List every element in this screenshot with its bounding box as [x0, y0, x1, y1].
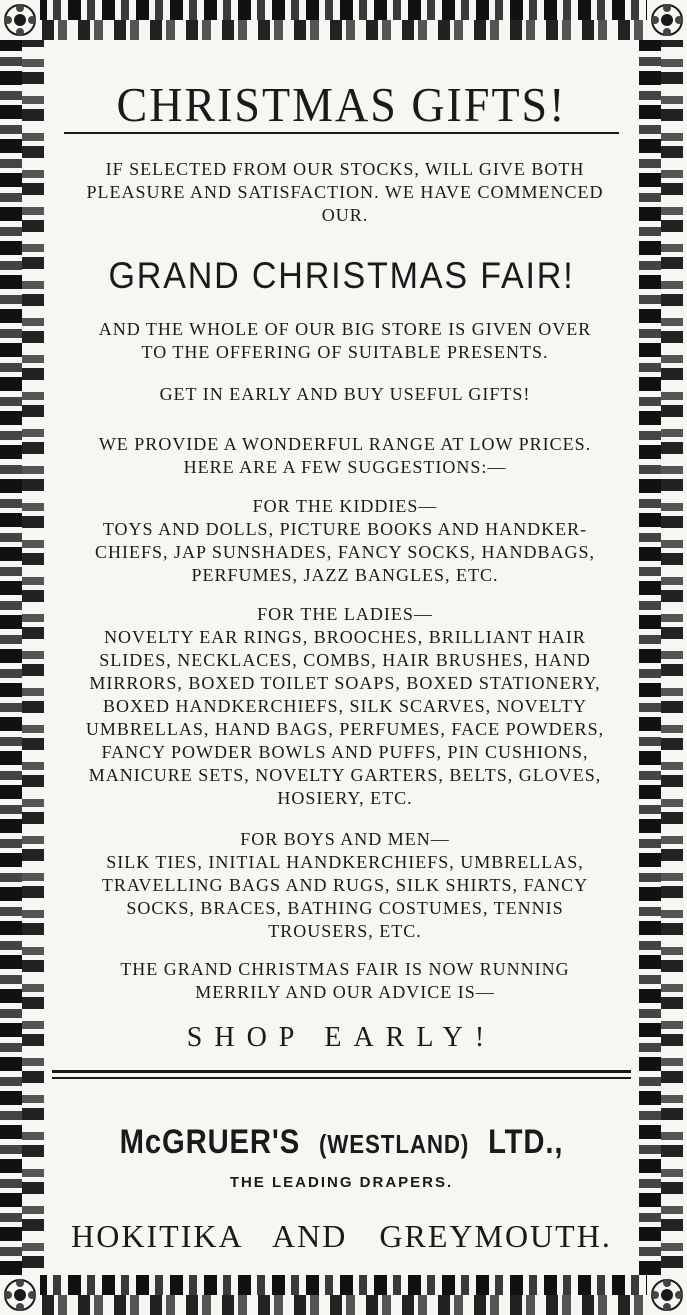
footer-rule-top — [52, 1070, 631, 1073]
range-line: WE PROVIDE A WONDERFUL RANGE AT LOW PRICES. — [98, 434, 592, 454]
tagline: THE LEADING DRAPERS. — [229, 1174, 454, 1191]
store-line: TO THE OFFERING OF SUITABLE PRESENTS. — [141, 342, 549, 362]
ladies-line: MIRRORS, BOXED TOILET SOAPS, BOXED STATIONERY, — [89, 673, 601, 693]
men-line: SOCKS, BRACES, BATHING COSTUMES, TENNIS — [126, 898, 564, 918]
shop-early: SHOP EARLY! — [186, 1022, 497, 1053]
company-region: (WESTLAND) — [318, 1129, 470, 1159]
ladies-line: MANICURE SETS, NOVELTY GARTERS, BELTS, GLOVES, — [88, 765, 602, 785]
ornament-rosette-icon — [0, 1275, 40, 1315]
intro-line: OUR. — [321, 205, 369, 225]
ladies-line: FANCY POWDER BOWLS AND PUFFS, PIN CUSHIONS, — [101, 742, 589, 762]
running-line: MERRILY AND OUR ADVICE IS— — [195, 982, 495, 1002]
ladies-section — [60, 603, 630, 810]
range-line: HERE ARE A FEW SUGGESTIONS:— — [183, 457, 507, 477]
range-paragraph — [60, 433, 630, 479]
headline-rule — [64, 132, 619, 134]
ladies-line: BOXED HANDKERCHIEFS, SILK SCARVES, NOVELTY — [103, 696, 587, 716]
ladies-line: NOVELTY EAR RINGS, BROOCHES, BRILLIANT HAIR — [104, 627, 586, 647]
men-heading: FOR BOYS AND MEN— — [240, 829, 450, 849]
ornament-rosette-icon — [0, 0, 40, 40]
border-left — [0, 40, 44, 1275]
towns: HOKITIKA AND GREYMOUTH. — [71, 1218, 612, 1254]
men-line: SILK TIES, INITIAL HANDKERCHIEFS, UMBRELLAS, — [106, 852, 584, 872]
kiddies-line: PERFUMES, JAZZ BANGLES, ETC. — [191, 565, 499, 585]
kiddies-section — [60, 495, 630, 587]
men-line: TRAVELLING BAGS AND RUGS, SILK SHIRTS, FANCY — [101, 875, 589, 895]
ornament-rosette-icon — [647, 1275, 687, 1315]
border-bottom — [0, 1275, 687, 1315]
border-right — [639, 40, 687, 1275]
ornament-rosette-icon — [647, 0, 687, 40]
headline: CHRISTMAS GIFTS! — [116, 77, 567, 132]
company-name-text: McGRUER'S — [119, 1123, 301, 1161]
intro-line: PLEASURE AND SATISFACTION. WE HAVE COMMENCED — [86, 182, 604, 202]
ladies-line: SLIDES, NECKLACES, COMBS, HAIR BRUSHES, HAND — [99, 650, 591, 670]
ladies-heading: FOR THE LADIES— — [257, 604, 433, 624]
get-in-line: GET IN EARLY AND BUY USEFUL GIFTS! — [159, 384, 531, 404]
ladies-line: HOSIERY, ETC. — [277, 788, 413, 808]
ladies-line: UMBRELLAS, HAND BAGS, PERFUMES, FACE POWDERS, — [85, 719, 605, 739]
company-name — [86, 1123, 598, 1162]
company-suffix: LTD., — [488, 1123, 564, 1161]
men-section — [60, 828, 630, 943]
intro-line: IF SELECTED FROM OUR STOCKS, WILL GIVE BOTH — [105, 159, 585, 179]
footer-rule-bottom — [52, 1077, 631, 1079]
store-paragraph — [60, 318, 630, 364]
store-line: AND THE WHOLE OF OUR BIG STORE IS GIVEN OVER — [98, 319, 592, 339]
kiddies-heading: FOR THE KIDDIES— — [252, 496, 438, 516]
kiddies-line: TOYS AND DOLLS, PICTURE BOOKS AND HANDKER- — [102, 519, 588, 539]
kiddies-line: CHIEFS, JAP SUNSHADES, FANCY SOCKS, HANDBAGS, — [95, 542, 595, 562]
advertisement-body — [44, 40, 639, 1275]
fair-title: GRAND CHRISTMAS FAIR! — [108, 255, 575, 296]
get-in-early — [60, 383, 630, 406]
border-top — [0, 0, 687, 40]
intro-paragraph — [60, 158, 630, 227]
running-line: THE GRAND CHRISTMAS FAIR IS NOW RUNNING — [120, 959, 570, 979]
running-paragraph — [60, 958, 630, 1004]
men-line: TROUSERS, ETC. — [268, 921, 422, 941]
